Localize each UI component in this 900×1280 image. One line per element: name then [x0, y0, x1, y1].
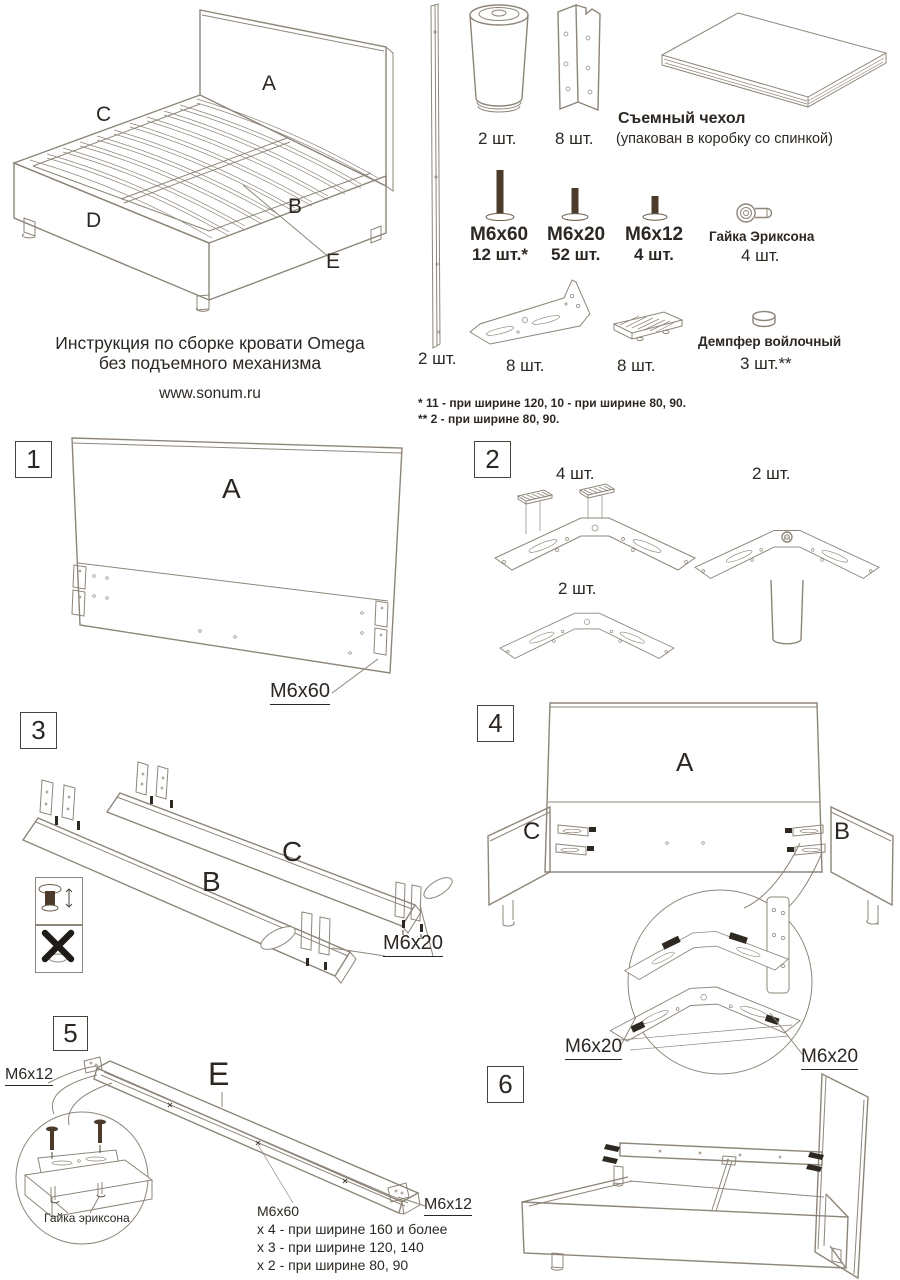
erikson-nut-qty: 4 шт. [741, 246, 780, 265]
corner-plate-qty: 8 шт. [506, 356, 545, 375]
step-5-nut-label: Гайка эриксона [44, 1211, 130, 1225]
step-4-number: 4 [477, 705, 514, 742]
bed-overview-drawing [0, 0, 440, 330]
cover-part-drawing [658, 5, 893, 117]
cover-name: Съемный чехол [618, 110, 746, 127]
step-2-plain-plate-qty: 2 шт. [558, 579, 597, 598]
footnote-2: ** 2 - при ширине 80, 90. [418, 412, 560, 426]
footnote-1: * 11 - при ширине 120, 10 - при ширине 80, 90. [418, 396, 687, 410]
page-title [30, 333, 390, 373]
damper-name: Демпфер войлочный [698, 334, 842, 349]
leg-qty: 2 шт. [478, 129, 517, 148]
screw-m6x60-name: M6x60 [470, 224, 529, 245]
step-5-beam-label: E [208, 1056, 230, 1092]
felt-damper-icon [750, 308, 782, 330]
velcro-pad-qty: 8 шт. [617, 356, 656, 375]
damper-qty: 3 шт.** [740, 354, 792, 373]
corner-plate-part-drawing [468, 278, 598, 350]
no-power-tool-icon [35, 925, 81, 971]
step-4-screw-label-right: M6x20 [801, 1046, 858, 1070]
step-5-screw-label-right: M6x12 [424, 1196, 472, 1216]
overview-label-d: D [86, 209, 102, 232]
screw-m6x12-icon [640, 194, 670, 224]
screw-m6x60-qty: 12 шт.* [472, 245, 528, 264]
step-2-drawing [460, 440, 900, 690]
velcro-pad-part-drawing [606, 306, 688, 346]
step-5-note [257, 1202, 447, 1274]
overview-label-b: B [288, 195, 303, 218]
step-4-screw-label-left: M6x20 [565, 1036, 622, 1060]
screw-m6x60-icon [485, 168, 515, 224]
step-3-screw-label: M6x20 [383, 932, 443, 957]
overview-label-c: C [96, 103, 112, 126]
slat-qty: 2 шт. [418, 349, 457, 368]
title-line-1: Инструкция по сборке кровати Omega [55, 333, 365, 353]
step-3-number: 3 [20, 712, 57, 749]
step-5-note-line1: x 4 - при ширине 160 и более [257, 1221, 448, 1237]
screw-depth-icon [35, 877, 81, 923]
step-4-rail-c-label: C [523, 818, 541, 845]
step-2-leg-plate-qty: 2 шт. [752, 464, 791, 483]
screw-m6x12-name: M6x12 [625, 224, 684, 245]
erikson-nut-icon [734, 200, 776, 226]
step-1-panel-label: A [222, 473, 241, 504]
screw-m6x12-qty: 4 шт. [634, 245, 674, 264]
step-3-rail-c-label: C [282, 836, 303, 867]
screw-m6x20-icon [560, 186, 590, 224]
title-line-2: без подъемного механизма [98, 353, 322, 374]
step-4-panel-label: A [676, 747, 694, 777]
step-2-pads-qty: 4 шт. [556, 464, 595, 483]
angle-bracket-part-drawing [548, 2, 610, 120]
leg-part-drawing [466, 2, 532, 120]
screw-m6x20-name: M6x20 [547, 224, 606, 245]
step-5-note-title: M6x60 [257, 1203, 300, 1219]
step-3-rail-b-label: B [202, 866, 221, 897]
step-5-note-line2: x 3 - при ширине 120, 140 [257, 1239, 424, 1255]
overview-label-e: E [326, 250, 341, 273]
step-1-number: 1 [15, 441, 52, 478]
step-1-screw-label: M6x60 [270, 680, 330, 705]
screw-m6x20-qty: 52 шт. [551, 245, 601, 264]
step-6-drawing [480, 1060, 900, 1280]
step-5-screw-label-top: M6x12 [5, 1066, 53, 1086]
website-link[interactable]: www.sonum.ru [159, 385, 261, 402]
step-4-rail-b-label: B [834, 818, 851, 845]
step-5-note-line3: x 2 - при ширине 80, 90 [257, 1257, 409, 1273]
step-5-number: 5 [53, 1016, 88, 1051]
step-2-number: 2 [474, 441, 511, 478]
angle-bracket-qty: 8 шт. [555, 129, 594, 148]
slat-part-drawing [425, 2, 447, 352]
step-6-number: 6 [487, 1066, 524, 1103]
overview-label-a: A [262, 72, 277, 95]
cover-note: (упакован в коробку со спинкой) [616, 131, 833, 147]
erikson-nut-name: Гайка Эриксона [709, 229, 815, 244]
